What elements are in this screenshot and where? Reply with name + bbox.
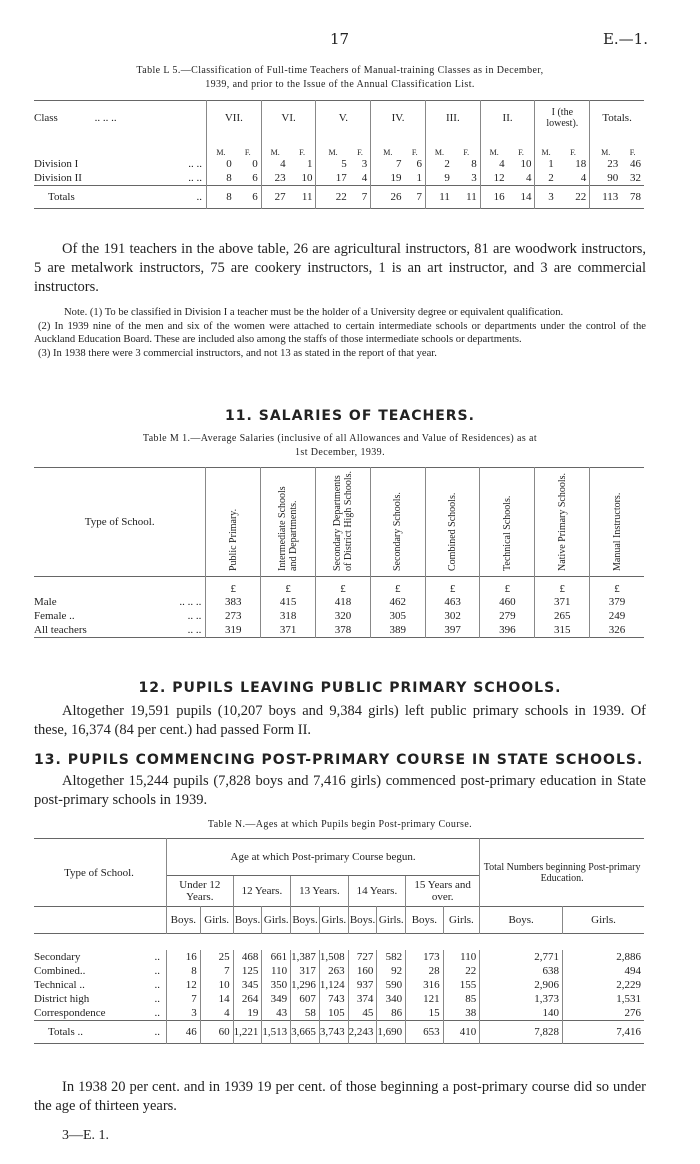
table-cell: 389 — [370, 623, 425, 638]
table-m1 — [34, 467, 644, 638]
table-cell: 38 — [443, 1006, 480, 1021]
table-cell: 2,906 — [480, 978, 563, 992]
row-label: Secondary .. — [34, 951, 160, 963]
table-cell: 415 — [261, 595, 316, 609]
age-group: 12 Years. — [233, 876, 291, 907]
column-header: I (the lowest). — [535, 101, 590, 136]
table-cell: 10 — [200, 978, 233, 992]
table-cell: 317 — [291, 964, 320, 978]
currency-symbol: £ — [316, 577, 371, 596]
table-cell: 85 — [443, 992, 480, 1006]
table-cell: 371 — [535, 595, 590, 609]
table-cell: 3 — [167, 1006, 201, 1021]
currency-symbol: £ — [206, 577, 261, 596]
table-row — [34, 839, 644, 876]
table-cell: 1,531 — [563, 992, 644, 1006]
table-cell: 2,886 — [563, 950, 644, 964]
table-cell: 590 — [377, 978, 406, 992]
total-numbers-header: Total Numbers beginning Post-primary Education. — [480, 839, 644, 907]
table-cell: 379 — [590, 595, 644, 609]
table-cell: 1,124 — [319, 978, 348, 992]
table-row — [34, 609, 644, 623]
table-cell: 9 — [425, 171, 452, 186]
table-cell: 0 — [207, 157, 235, 171]
table-cell: 155 — [443, 978, 480, 992]
table-cell: 7,828 — [480, 1021, 563, 1044]
table-cell: 463 — [425, 595, 480, 609]
note-2: (2) In 1939 nine of the men and six of the women were attached to certain intermediate schools or departments under the control of the Auckland Education Board. These are included also among the staffs of those intermediate schools or departments. — [34, 320, 646, 345]
table-cell: 16 — [167, 950, 201, 964]
row-label: Division I .. .. — [34, 158, 202, 170]
document-reference: E.—1. — [602, 30, 648, 48]
table-cell: 12 — [167, 978, 201, 992]
table-cell: 383 — [206, 595, 261, 609]
table-cell: 3 — [535, 186, 557, 209]
table-cell: 1 — [535, 157, 557, 171]
column-header: VII. — [207, 101, 262, 136]
table-cell: 86 — [377, 1006, 406, 1021]
table-cell: 4 — [580, 172, 587, 184]
table-cell: 460 — [480, 595, 535, 609]
column-header: IV. — [371, 101, 426, 136]
table-cell: 22 — [575, 191, 587, 203]
table-row — [34, 186, 644, 209]
column-header: Intermediate Schools and Departments. — [277, 485, 300, 571]
column-header: V. — [316, 101, 371, 136]
age-group: 15 Years and over. — [406, 876, 480, 907]
table-row — [34, 964, 644, 978]
table-cell: 279 — [480, 609, 535, 623]
table-cell: 110 — [262, 964, 291, 978]
page-header — [0, 30, 700, 50]
table-cell: 19 — [233, 1006, 262, 1021]
table-cell: 1,373 — [480, 992, 563, 1006]
table-cell: 607 — [291, 992, 320, 1006]
table-cell: 5 — [316, 157, 350, 171]
table-cell: 1,513 — [262, 1021, 291, 1044]
row-label: Division II .. .. — [34, 172, 202, 184]
column-header: Secondary Departments of District High Schools. — [331, 470, 354, 571]
table-cell: 22 — [316, 186, 350, 209]
table-cell: 25 — [200, 950, 233, 964]
column-header: Technical Schools. — [501, 495, 513, 571]
table-cell: 468 — [233, 950, 262, 964]
page-number: 17 — [330, 30, 350, 48]
table-row — [34, 992, 644, 1006]
column-header: Public Primary. — [227, 508, 239, 571]
table-cell: 121 — [406, 992, 443, 1006]
table-cell: 1,508 — [319, 950, 348, 964]
table-cell: 8 — [471, 158, 477, 170]
table-cell: 4 — [261, 157, 288, 171]
table-row — [34, 468, 644, 577]
table-cell: 2,229 — [563, 978, 644, 992]
table-cell: 3 — [361, 158, 368, 170]
table-cell: 374 — [348, 992, 377, 1006]
table-cell: 273 — [206, 609, 261, 623]
table-cell: 7,416 — [563, 1021, 644, 1044]
table-row — [34, 950, 644, 964]
table-cell: 418 — [316, 595, 371, 609]
row-label: District high .. — [34, 993, 160, 1005]
table-cell: 14 — [520, 191, 532, 203]
table-cell: 1,387 — [291, 950, 320, 964]
paragraph-final: In 1938 20 per cent. and in 1939 19 per cent. of those beginning a post-primary course did so under the age of thirteen years. — [34, 1079, 646, 1114]
table-row — [34, 623, 644, 638]
table-cell: 494 — [563, 964, 644, 978]
table-cell: 396 — [480, 623, 535, 638]
table-cell: 302 — [425, 609, 480, 623]
table-cell: 11 — [301, 191, 313, 203]
table-cell: 249 — [590, 609, 644, 623]
table-cell: 28 — [406, 964, 443, 978]
table-cell: 7 — [416, 191, 422, 203]
row-label: Female .. .. .. — [34, 610, 202, 622]
table-cell: 349 — [262, 992, 291, 1006]
table-cell: 318 — [261, 609, 316, 623]
row-label: Correspondence .. — [34, 1007, 160, 1019]
section-12-heading: 12. PUPILS LEAVING PUBLIC PRIMARY SCHOOLS. — [138, 680, 562, 696]
table-cell: 265 — [535, 609, 590, 623]
row-label: Totals .. — [48, 191, 202, 203]
paragraph-pupils-commencing: Altogether 15,244 pupils (7,828 boys and 7,416 girls) commenced post-primary education in State post-primary schools in 1939. — [34, 773, 646, 808]
row-label: All teachers .. .. — [34, 624, 202, 636]
class-header: Class — [34, 112, 58, 124]
table-cell: 23 — [590, 157, 622, 171]
table-cell: 105 — [319, 1006, 348, 1021]
notes — [34, 306, 646, 360]
table-cell: 7 — [371, 157, 405, 171]
table-cell: 7 — [200, 964, 233, 978]
section-11-heading: 11. SALARIES OF TEACHERS. — [225, 408, 475, 424]
table-cell: 8 — [207, 171, 235, 186]
table-cell: 7 — [361, 191, 368, 203]
table-cell: 1 — [416, 172, 422, 184]
table-cell: 18 — [575, 158, 587, 170]
table-cell: 305 — [370, 609, 425, 623]
age-group: 14 Years. — [348, 876, 406, 907]
table-cell: 2 — [535, 171, 557, 186]
table-cell: 0 — [252, 158, 258, 170]
table-row — [34, 157, 644, 171]
table-cell: 378 — [316, 623, 371, 638]
table-cell: 3 — [471, 172, 477, 184]
table-cell: 653 — [406, 1021, 443, 1044]
table-cell: 26 — [371, 186, 405, 209]
table-cell: 743 — [319, 992, 348, 1006]
table-cell: 319 — [206, 623, 261, 638]
table-cell: 43 — [262, 1006, 291, 1021]
table-cell: 371 — [261, 623, 316, 638]
table-m1-caption: Table M 1.—Average Salaries (inclusive of all Allowances and Value of Residences) as at 1st December, 1939. — [142, 433, 538, 458]
table-cell: 10 — [520, 158, 532, 170]
table-cell: 11 — [466, 191, 477, 203]
table-cell: 16 — [480, 186, 507, 209]
column-header: Native Primary Schools. — [556, 472, 568, 571]
table-cell: 7 — [167, 992, 201, 1006]
currency-symbol: £ — [480, 577, 535, 596]
type-of-school-header: Type of School. — [64, 866, 134, 879]
table-cell: 1 — [306, 158, 313, 170]
row-label: Totals .. .. — [48, 1026, 160, 1038]
row-label: Male .. .. .. — [34, 596, 202, 608]
table-cell: 6 — [252, 172, 258, 184]
table-cell: 1,221 — [233, 1021, 262, 1044]
table-cell: 160 — [348, 964, 377, 978]
age-group-header: Age at which Post-primary Course begun. — [167, 839, 480, 876]
column-header: Manual Instructors. — [611, 492, 623, 571]
table-n — [34, 838, 644, 1044]
table-cell: 173 — [406, 950, 443, 964]
column-header: Secondary Schools. — [392, 491, 404, 571]
column-header: II. — [480, 101, 535, 136]
table-cell: 462 — [370, 595, 425, 609]
row-label: Technical .. .. — [34, 979, 160, 991]
column-header: VI. — [261, 101, 316, 136]
note-3: (3) In 1938 there were 3 commercial instructors, and not 13 as stated in the report of that year. — [38, 347, 437, 359]
table-row — [34, 1006, 644, 1021]
table-cell: 27 — [261, 186, 288, 209]
table-cell: 410 — [443, 1021, 480, 1044]
table-row — [34, 978, 644, 992]
table-cell: 4 — [361, 172, 368, 184]
table-cell: 2,771 — [480, 950, 563, 964]
table-cell: 263 — [319, 964, 348, 978]
table-l5-caption: Table L 5.—Classification of Full-time Teachers of Manual-training Classes as in December, 1939, and prior to the Issue of the Annual Classification List. — [136, 65, 544, 90]
table-cell: 326 — [590, 623, 644, 638]
table-cell: 345 — [233, 978, 262, 992]
table-cell: 78 — [630, 191, 641, 203]
table-cell: 4 — [525, 172, 532, 184]
table-cell: 8 — [167, 964, 201, 978]
section-13-heading: 13. PUPILS COMMENCING POST-PRIMARY COURSE IN STATE SCHOOLS. — [34, 752, 644, 768]
table-row — [34, 577, 644, 596]
table-row — [34, 171, 644, 186]
table-cell: 19 — [371, 171, 405, 186]
table-cell: 6 — [252, 191, 258, 203]
table-cell: 2 — [425, 157, 452, 171]
table-row — [34, 595, 644, 609]
table-row — [34, 1021, 644, 1044]
table-cell: 6 — [416, 158, 422, 170]
table-cell: 727 — [348, 950, 377, 964]
table-cell: 2,243 — [348, 1021, 377, 1044]
table-cell: 276 — [563, 1006, 644, 1021]
table-cell: 125 — [233, 964, 262, 978]
column-header: Combined Schools. — [447, 492, 459, 571]
type-of-school-header: Type of School. — [84, 516, 155, 528]
column-header: Totals. — [590, 101, 644, 136]
row-label: Combined.. .. — [34, 965, 160, 977]
table-cell: 320 — [316, 609, 371, 623]
table-cell: 10 — [301, 172, 313, 184]
table-cell: 3,743 — [319, 1021, 348, 1044]
table-cell: 1,690 — [377, 1021, 406, 1044]
table-cell: 22 — [443, 964, 480, 978]
currency-symbol: £ — [590, 577, 644, 596]
table-cell: 14 — [200, 992, 233, 1006]
table-cell: 937 — [348, 978, 377, 992]
currency-symbol: £ — [425, 577, 480, 596]
table-cell: 4 — [200, 1006, 233, 1021]
table-cell: 23 — [261, 171, 288, 186]
table-cell: 315 — [535, 623, 590, 638]
table-cell: 350 — [262, 978, 291, 992]
table-cell: 45 — [348, 1006, 377, 1021]
table-cell: 11 — [425, 186, 452, 209]
table-row: Boys. Girls. Boys. Girls. Boys. Girls. Boys. Girls. Boys. Girls. Boys. Girls. — [34, 907, 644, 934]
table-n-caption: Table N.—Ages at which Pupils begin Post-primary Course. — [207, 819, 473, 830]
table-cell: 8 — [207, 186, 235, 209]
table-cell: 12 — [480, 171, 507, 186]
table-cell: 113 — [590, 186, 622, 209]
table-cell: 264 — [233, 992, 262, 1006]
table-cell: 92 — [377, 964, 406, 978]
table-cell: 1,296 — [291, 978, 320, 992]
table-cell: 316 — [406, 978, 443, 992]
currency-symbol: £ — [535, 577, 590, 596]
table-row: Class .. .. .. VII. VI. V. IV. III. II. I (the lowest). Totals. — [34, 101, 644, 136]
age-group: Under 12 Years. — [167, 876, 234, 907]
table-cell: 60 — [200, 1021, 233, 1044]
table-cell: 17 — [316, 171, 350, 186]
table-cell: 32 — [630, 172, 641, 184]
currency-symbol: £ — [261, 577, 316, 596]
table-row: M. F. M. F. M. F. M. F. M. F. M. F. M. F. M. F. — [34, 135, 644, 157]
table-cell: 397 — [425, 623, 480, 638]
column-header: III. — [425, 101, 480, 136]
paragraph-teachers-summary: Of the 191 teachers in the above table, 26 are agricultural instructors, 81 are woodwork instructors, 5 are metalwork instructors, 75 are cookery instructors, 1 is an art instructor, and 3 are commercial instructors. — [34, 241, 646, 295]
table-cell: 140 — [480, 1006, 563, 1021]
table-l5 — [34, 100, 644, 209]
table-cell: 46 — [630, 158, 641, 170]
age-group: 13 Years. — [291, 876, 349, 907]
table-cell: 661 — [262, 950, 291, 964]
table-cell: 46 — [167, 1021, 201, 1044]
currency-symbol: £ — [370, 577, 425, 596]
table-cell: 15 — [406, 1006, 443, 1021]
table-cell: 58 — [291, 1006, 320, 1021]
table-cell: 340 — [377, 992, 406, 1006]
table-cell: 582 — [377, 950, 406, 964]
table-cell: 4 — [480, 157, 507, 171]
table-cell: 90 — [590, 171, 622, 186]
table-cell: 110 — [443, 950, 480, 964]
paragraph-pupils-leaving: Altogether 19,591 pupils (10,207 boys and 9,384 girls) left public primary schools in 1939. Of these, 16,374 (84 per cent.) had passed Form II. — [34, 703, 646, 738]
page-footer: 3—E. 1. — [62, 1128, 110, 1143]
table-cell: 3,665 — [291, 1021, 320, 1044]
note-1: Note. (1) To be classified in Division I a teacher must be the holder of a University degree or equivalent qualification. — [64, 307, 564, 318]
table-cell: 638 — [480, 964, 563, 978]
